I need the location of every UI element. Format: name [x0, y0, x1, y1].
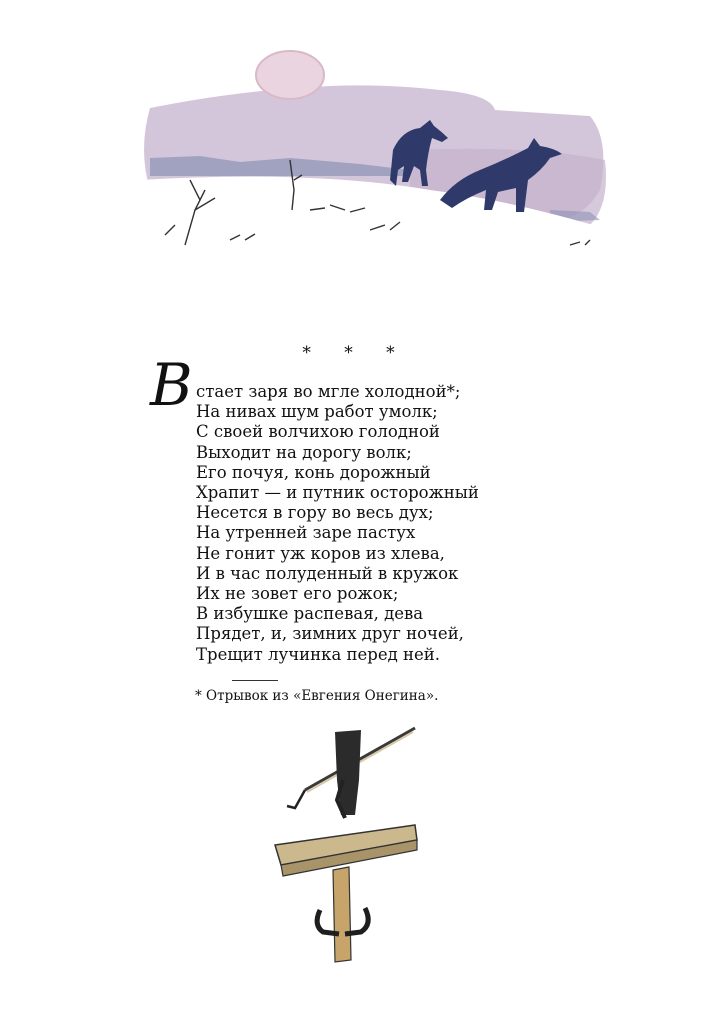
well-post	[333, 867, 351, 962]
poem-line-11: Их не зовет его рожок;	[196, 584, 399, 604]
poem-line-13: Прядет, и, зимних друг ночей,	[196, 624, 464, 644]
poem-line-8: На утренней заре пастух	[196, 523, 416, 543]
poem-line-text: стает заря во мгле холодной*;	[196, 382, 461, 401]
footnote: * Отрывок из «Евгения Онегина».	[195, 688, 439, 704]
poem-line-5: Его почуя, конь дорожный	[196, 462, 431, 482]
winter-wolves-illustration	[110, 30, 640, 280]
water-well-illustration	[265, 720, 425, 970]
poem-line-14: Трещит лучинка перед ней.	[196, 644, 441, 664]
poem-line-7: Несется в гору во весь дух;	[196, 503, 434, 523]
well-hook	[287, 790, 305, 808]
poem	[150, 351, 610, 665]
poem-line-9: Не гонит уж коров из хлева,	[196, 543, 445, 563]
poem-line-6: Храпит — и путник осторожный	[196, 483, 479, 503]
drop-cap: В	[150, 351, 193, 419]
section-ornament: * * *	[302, 343, 409, 363]
poem-line-4: Выходит на дорогу волк;	[196, 442, 412, 462]
sun	[256, 51, 324, 99]
poem-line-10: И в час полуденный в кружок	[196, 563, 459, 583]
poem-line-12: В избушке распевая, дева	[196, 604, 424, 624]
poem-line-2: На нивах шум работ умолк;	[196, 402, 438, 422]
poem-line-3: С своей волчихою голодной	[196, 422, 440, 442]
footnote-rule	[232, 680, 278, 681]
